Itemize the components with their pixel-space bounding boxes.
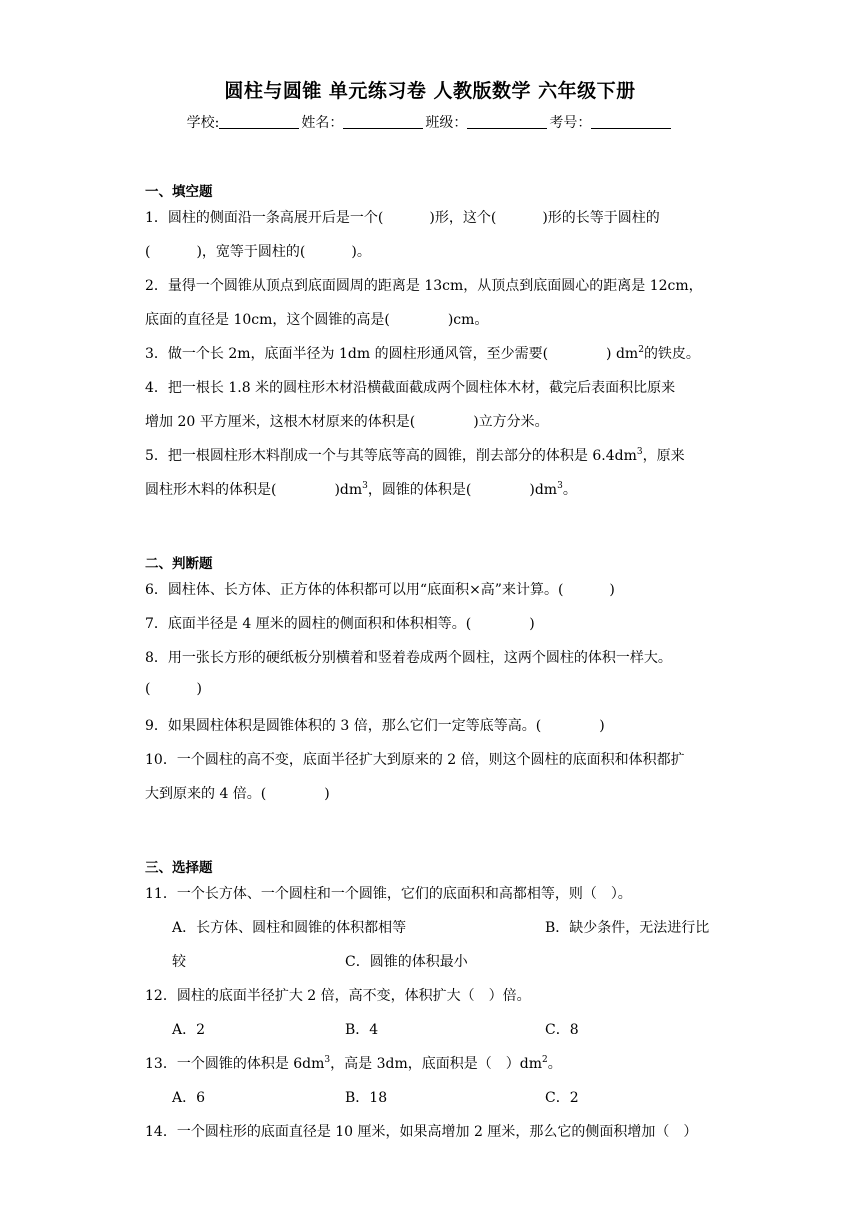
section-fill-heading: 一、填空题 — [145, 184, 213, 200]
question-11-stem: 11．一个长方体、一个圆柱和一个圆锥，它们的底面积和高都相等，则（ ）。 — [145, 886, 632, 902]
question-12-option-b[interactable]: B．4 — [345, 1022, 379, 1038]
exam-number-blank[interactable] — [591, 114, 671, 129]
question-13-option-a[interactable]: A．6 — [172, 1090, 206, 1106]
question-1-line-1: 1．圆柱的侧面沿一条高展开后是一个( )形，这个( )形的长等于圆柱的 — [145, 210, 660, 226]
question-11-option-c[interactable]: C．圆锥的体积最小 — [345, 954, 468, 970]
question-13-option-c[interactable]: C．2 — [545, 1090, 579, 1106]
exam-number-label: 考号： — [549, 115, 592, 131]
name-blank[interactable] — [343, 114, 423, 129]
class-label: 班级： — [425, 115, 468, 131]
question-13-stem: 13．一个圆锥的体积是 $6dm^3$，高是 3dm，底面积是（ ）$dm^2$。 — [145, 1055, 562, 1072]
question-2-line-1: 2．量得一个圆锥从顶点到底面圆周的距离是 13cm，从顶点到底面圆心的距离是 12cm， — [145, 278, 703, 294]
question-4-line-2: 增加 20 平方厘米，这根木材原来的体积是( )立方分米。 — [145, 414, 549, 430]
section-choice-heading: 三、选择题 — [145, 860, 213, 876]
section-judge-heading: 二、判断题 — [145, 556, 213, 572]
question-9: 9．如果圆柱体积是圆锥体积的 3 倍，那么它们一定等底等高。( ) — [145, 718, 605, 734]
class-blank[interactable] — [467, 114, 547, 129]
school-label: 学校: — [186, 115, 220, 131]
student-info-line — [0, 112, 860, 132]
question-8-line-1: 8．用一张长方形的硬纸板分别横着和竖着卷成两个圆柱，这两个圆柱的体积一样大。 — [145, 650, 672, 666]
question-4-line-1: 4．把一根长 1.8 米的圆柱形木材沿横截面截成两个圆柱体木材，截完后表面积比原来 — [145, 380, 676, 396]
name-label: 姓名： — [301, 115, 344, 131]
question-11-option-b[interactable]: B．缺少条件，无法进行比 — [545, 920, 710, 936]
question-8-line-2: ( ) — [145, 681, 202, 697]
school-blank[interactable] — [219, 114, 299, 129]
question-5-line-1: 5．把一根圆柱形木料削成一个与其等底等高的圆锥，削去部分的体积是 $6.4dm^3$，原来 — [145, 447, 685, 464]
question-1-line-2: ( )，宽等于圆柱的( )。 — [145, 244, 371, 260]
question-12-option-c[interactable]: C．8 — [545, 1022, 579, 1038]
question-7: 7．底面半径是 4 厘米的圆柱的侧面积和体积相等。( ) — [145, 616, 535, 632]
question-6: 6．圆柱体、长方体、正方体的体积都可以用“底面积×高”来计算。( ) — [145, 582, 615, 598]
question-10-line-1: 10．一个圆柱的高不变，底面半径扩大到原来的 2 倍，则这个圆柱的底面积和体积都扩 — [145, 752, 685, 768]
question-2-line-2: 底面的直径是 10cm，这个圆锥的高是( )cm。 — [145, 312, 489, 328]
question-12-option-a[interactable]: A．2 — [172, 1022, 206, 1038]
question-13-option-b[interactable]: B．18 — [345, 1090, 388, 1106]
question-5-line-2: 圆柱形木料的体积是( )$dm^3$，圆锥的体积是( )$dm^3$。 — [145, 481, 577, 498]
question-12-stem: 12．圆柱的底面半径扩大 2 倍，高不变，体积扩大（ ）倍。 — [145, 988, 531, 1004]
question-14-stem: 14．一个圆柱形的底面直径是 10 厘米，如果高增加 2 厘米，那么它的侧面积增加（ ） — [145, 1124, 698, 1140]
question-11-option-b-cont: 较 — [172, 954, 186, 970]
question-10-line-2: 大到原来的 4 倍。( ) — [145, 786, 330, 802]
question-3: 3．做一个长 2m，底面半径为 1dm 的圆柱形通风管，至少需要( ) $dm^2$的铁皮。 — [145, 345, 700, 362]
question-11-option-a[interactable]: A．长方体、圆柱和圆锥的体积都相等 — [172, 920, 407, 936]
page-title: 圆柱与圆锥 单元练习卷 人教版数学 六年级下册 — [224, 80, 636, 102]
